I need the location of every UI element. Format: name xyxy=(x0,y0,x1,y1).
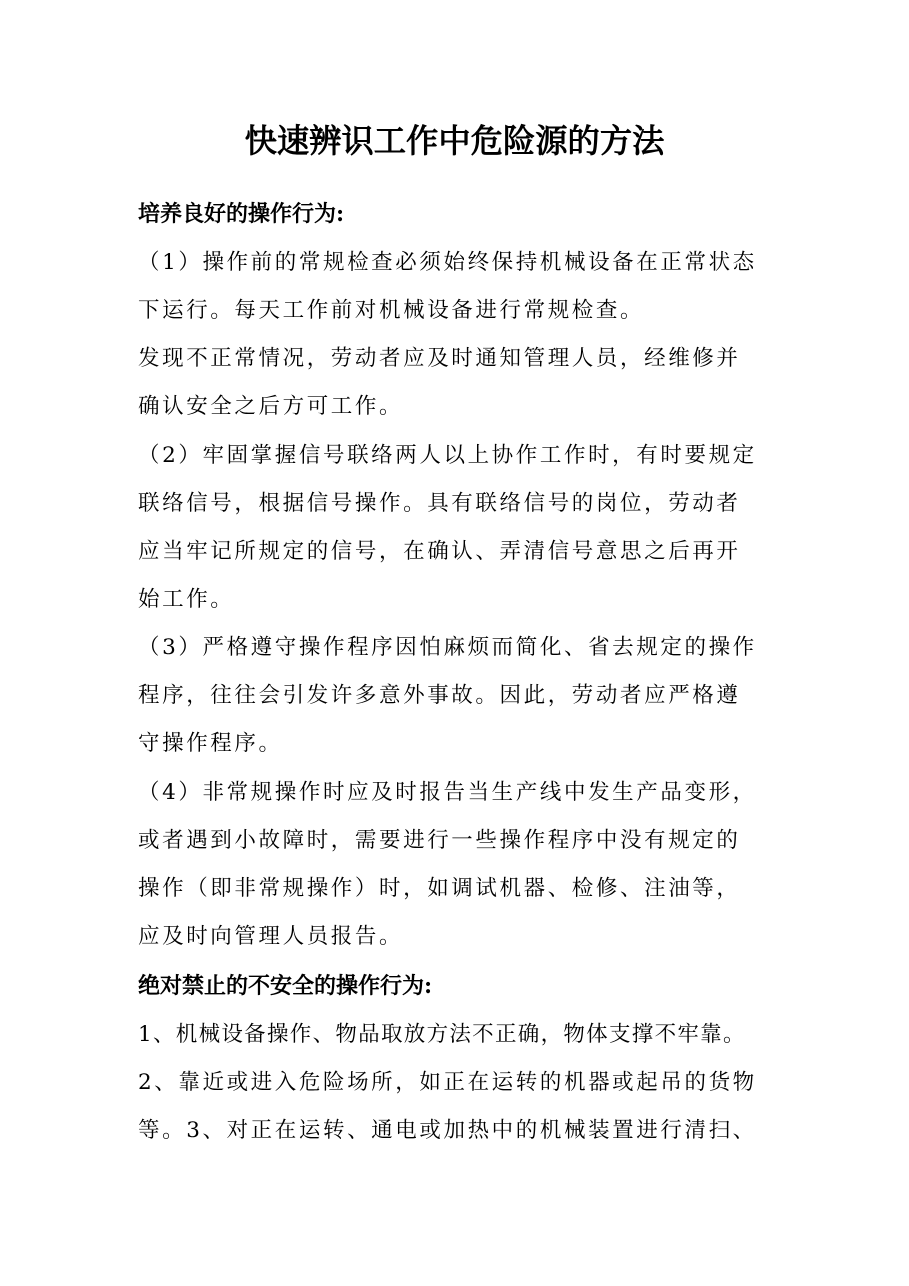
section-heading-good-practice: 培养良好的操作行为: xyxy=(138,201,345,227)
document-title: 快速辨识工作中危险源的方法 xyxy=(244,122,665,160)
paragraph-line: 1、机械设备操作、物品取放方法不正确，物体支撑不牢靠。 xyxy=(138,1022,746,1047)
paragraph-line: 联络信号，根据信号操作。具有联络信号的岗位，劳动者 xyxy=(138,491,741,516)
section-heading-prohibited: 绝对禁止的不安全的操作行为: xyxy=(138,973,433,999)
paragraph-line: 程序，往往会引发许多意外事故。因此，劳动者应严格遵 xyxy=(138,683,741,708)
paragraph-line: 下运行。每天工作前对机械设备进行常规检查。 xyxy=(138,298,645,323)
paragraph-line: 发现不正常情况，劳动者应及时通知管理人员，经维修并 xyxy=(138,346,741,371)
paragraph-line: （4）非常规操作时应及时报告当生产线中发生产品变形， xyxy=(138,780,757,805)
paragraph-line: 等。3、对正在运转、通电或加热中的机械装置进行清扫、 xyxy=(138,1118,757,1143)
paragraph-line: 或者遇到小故障时，需要进行一些操作程序中没有规定的 xyxy=(138,828,741,853)
paragraph-line: （3）严格遵守操作程序因怕麻烦而简化、省去规定的操作 xyxy=(138,635,757,660)
paragraph-line: 操作（即非常规操作）时，如调试机器、检修、注油等， xyxy=(138,876,741,901)
paragraph-line: 应及时向管理人员报告。 xyxy=(138,924,404,949)
paragraph-line: 始工作。 xyxy=(138,587,235,612)
paragraph-line: 2、靠近或进入危险场所，如正在运转的机器或起吊的货物 xyxy=(138,1070,757,1095)
paragraph-line: （1）操作前的常规检查必须始终保持机械设备在正常状态 xyxy=(138,250,757,275)
paragraph-line: 确认安全之后方可工作。 xyxy=(138,394,404,419)
paragraph-line: （2）牢固掌握信号联络两人以上协作工作时，有时要规定 xyxy=(138,443,757,468)
paragraph-line: 应当牢记所规定的信号，在确认、弄清信号意思之后再开 xyxy=(138,539,741,564)
paragraph-line: 守操作程序。 xyxy=(138,731,283,756)
